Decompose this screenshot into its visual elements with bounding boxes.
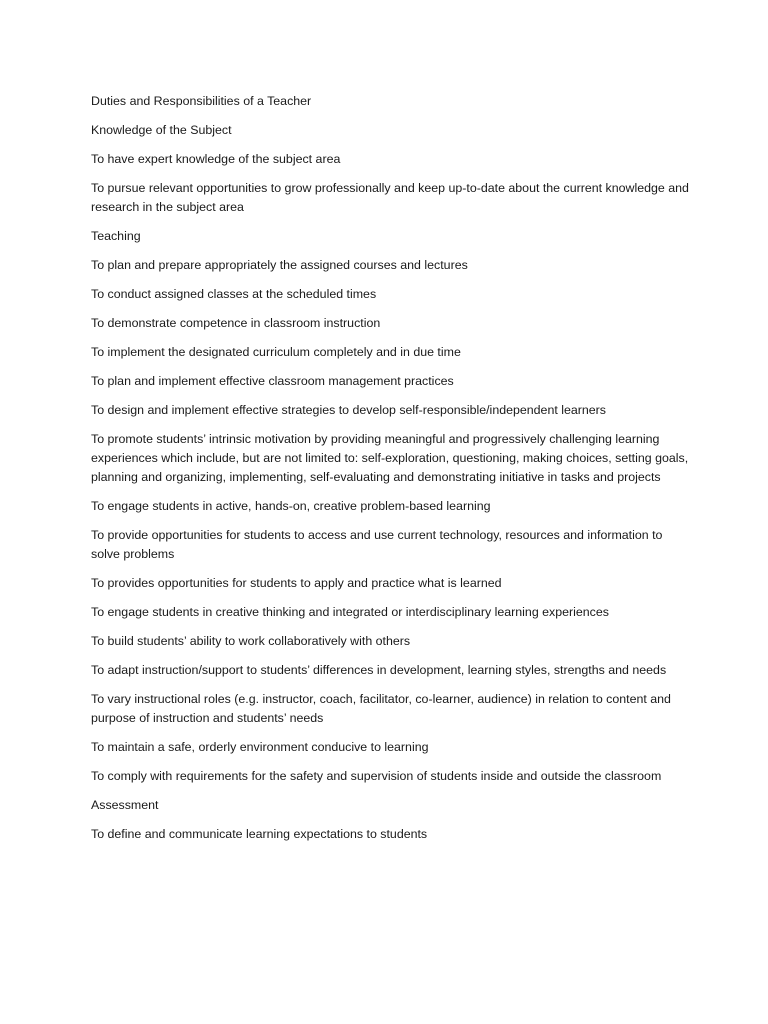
- section-heading-teaching: Teaching: [91, 229, 141, 243]
- section-heading-assessment: Assessment: [91, 798, 159, 812]
- paragraph: To comply with requirements for the safety and supervision of students inside and outside the classroom: [91, 769, 662, 783]
- paragraph: To define and communicate learning expectations to students: [91, 827, 428, 841]
- paragraph: To implement the designated curriculum completely and in due time: [91, 345, 461, 359]
- paragraph: To provides opportunities for students to apply and practice what is learned: [91, 576, 502, 590]
- paragraph: To demonstrate competence in classroom instruction: [91, 316, 381, 330]
- paragraph: To plan and implement effective classroom management practices: [91, 374, 454, 388]
- paragraph: To have expert knowledge of the subject area: [91, 152, 341, 166]
- paragraph: To provide opportunities for students to access and use current technology, resources and information to solve problems: [91, 528, 663, 561]
- document-title: Duties and Responsibilities of a Teacher: [91, 94, 312, 108]
- paragraph: To conduct assigned classes at the scheduled times: [91, 287, 377, 301]
- paragraph: To promote students’ intrinsic motivation by providing meaningful and progressively challenging learning experiences which include, but are not limited to: self-exploration, questioning, making choices, setting goals, planning and organizing, implementing, self-evaluating and demonstrating initiative in tasks and projects: [91, 432, 689, 484]
- paragraph: To engage students in creative thinking and integrated or interdisciplinary learning experiences: [91, 605, 609, 619]
- paragraph: To design and implement effective strategies to develop self-responsible/independent learners: [91, 403, 606, 417]
- document-page: [91, 92, 691, 854]
- paragraph: To build students’ ability to work collaboratively with others: [91, 634, 411, 648]
- paragraph: To plan and prepare appropriately the assigned courses and lectures: [91, 258, 468, 272]
- paragraph: To engage students in active, hands-on, creative problem-based learning: [91, 499, 491, 513]
- paragraph: To adapt instruction/support to students’ differences in development, learning styles, strengths and needs: [91, 663, 667, 677]
- paragraph: To maintain a safe, orderly environment conducive to learning: [91, 740, 429, 754]
- section-heading-knowledge: Knowledge of the Subject: [91, 123, 232, 137]
- paragraph: To pursue relevant opportunities to grow professionally and keep up-to-date about the current knowledge and research in the subject area: [91, 181, 689, 214]
- paragraph: To vary instructional roles (e.g. instructor, coach, facilitator, co-learner, audience) in relation to content and purpose of instruction and students’ needs: [91, 692, 671, 725]
